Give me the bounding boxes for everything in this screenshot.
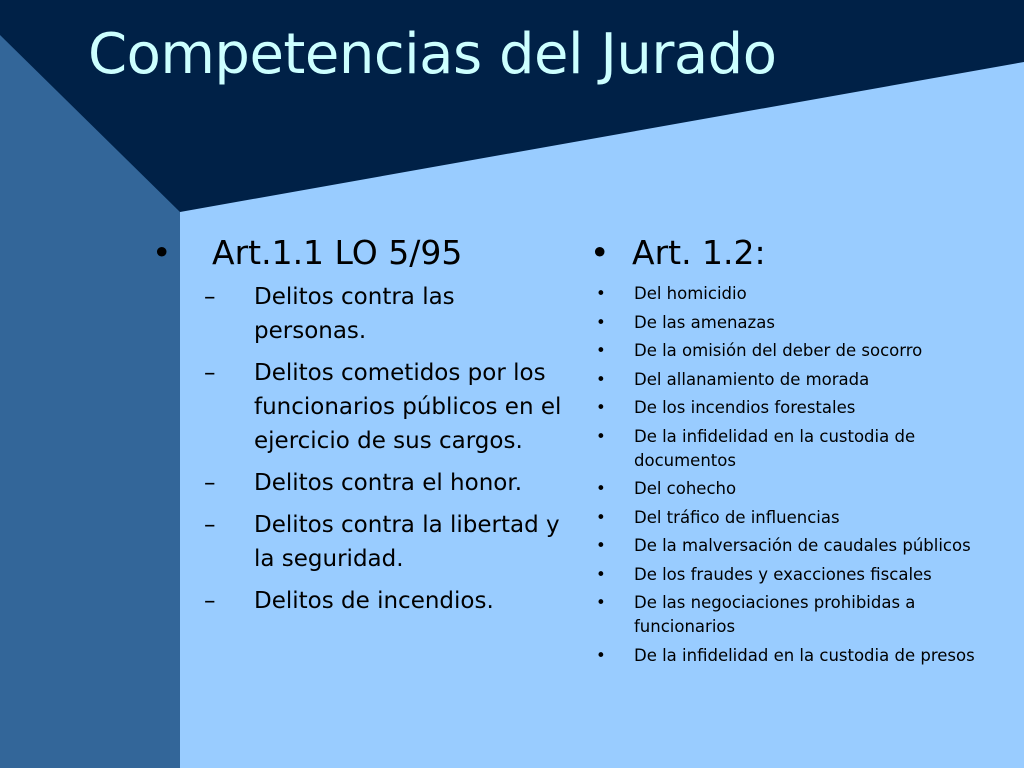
right-heading: Art. 1.2: <box>632 233 766 272</box>
left-heading-row <box>152 232 572 274</box>
list-item <box>590 368 1010 392</box>
bullet-marker: • <box>596 645 606 665</box>
bullet-marker: • <box>596 564 606 584</box>
list-item-text: De la omisión del deber de socorro <box>634 341 923 360</box>
dash-marker: – <box>204 588 216 614</box>
list-item-text: De los incendios forestales <box>634 398 856 417</box>
slide-title: Competencias del Jurado <box>88 22 777 87</box>
list-item <box>152 584 572 618</box>
dash-marker: – <box>204 284 216 310</box>
list-item <box>590 591 1010 639</box>
list-item-text: Delitos contra la libertad y la seguridad. <box>254 512 560 572</box>
list-item-text: Delitos contra el honor. <box>254 470 523 496</box>
bullet-marker: • <box>596 426 606 446</box>
list-item-text: Del cohecho <box>634 479 737 498</box>
right-column <box>590 232 1010 672</box>
dash-marker: – <box>204 470 216 496</box>
list-item-text: De la infidelidad en la custodia de presos <box>634 645 975 665</box>
dash-marker: – <box>204 512 216 538</box>
left-column <box>152 232 572 626</box>
list-item <box>590 339 1010 363</box>
bullet-marker: • <box>596 341 606 360</box>
list-item-text: Delitos de incendios. <box>254 588 494 614</box>
bullet-marker: • <box>596 369 606 389</box>
list-item-text: De las amenazas <box>634 312 775 332</box>
bullet-marker: • <box>596 507 606 527</box>
list-item-text: De los fraudes y exacciones fiscales <box>634 564 932 584</box>
list-item-text: Del allanamiento de morada <box>634 369 870 389</box>
list-item <box>152 356 572 458</box>
list-item <box>590 282 1010 306</box>
list-item <box>590 534 1010 558</box>
list-item <box>152 280 572 348</box>
bullet-marker: • <box>596 398 606 417</box>
list-item <box>152 466 572 500</box>
dash-marker: – <box>204 360 216 386</box>
list-item-text: Delitos contra las personas. <box>254 284 455 344</box>
left-heading: Art.1.1 LO 5/95 <box>212 233 463 272</box>
left-item-list <box>152 280 572 618</box>
list-item-text: Delitos cometidos por los funcionarios públicos en el ejercicio de sus cargos. <box>254 360 562 454</box>
bullet-marker: • <box>596 479 606 498</box>
list-item <box>590 425 1010 473</box>
bullet-marker: • <box>596 312 606 332</box>
bullet-marker: • <box>596 284 606 303</box>
list-item <box>590 506 1010 530</box>
list-item <box>590 311 1010 335</box>
list-item <box>152 508 572 576</box>
right-item-list <box>590 282 1010 668</box>
list-item-text: De la infidelidad en la custodia de documentos <box>634 426 916 470</box>
right-heading-row <box>590 232 1010 274</box>
list-item-text: De la malversación de caudales públicos <box>634 536 971 555</box>
list-item-text: Del homicidio <box>634 284 747 303</box>
list-item <box>590 477 1010 501</box>
left-heading-bullet: • <box>152 233 172 272</box>
bullet-marker: • <box>596 536 606 555</box>
list-item-text: De las negociaciones prohibidas a funcionarios <box>634 593 916 636</box>
right-heading-bullet: • <box>590 233 610 272</box>
list-item <box>590 563 1010 587</box>
list-item <box>590 396 1010 420</box>
list-item-text: Del tráfico de influencias <box>634 507 840 527</box>
list-item <box>590 644 1010 668</box>
bullet-marker: • <box>596 593 606 612</box>
